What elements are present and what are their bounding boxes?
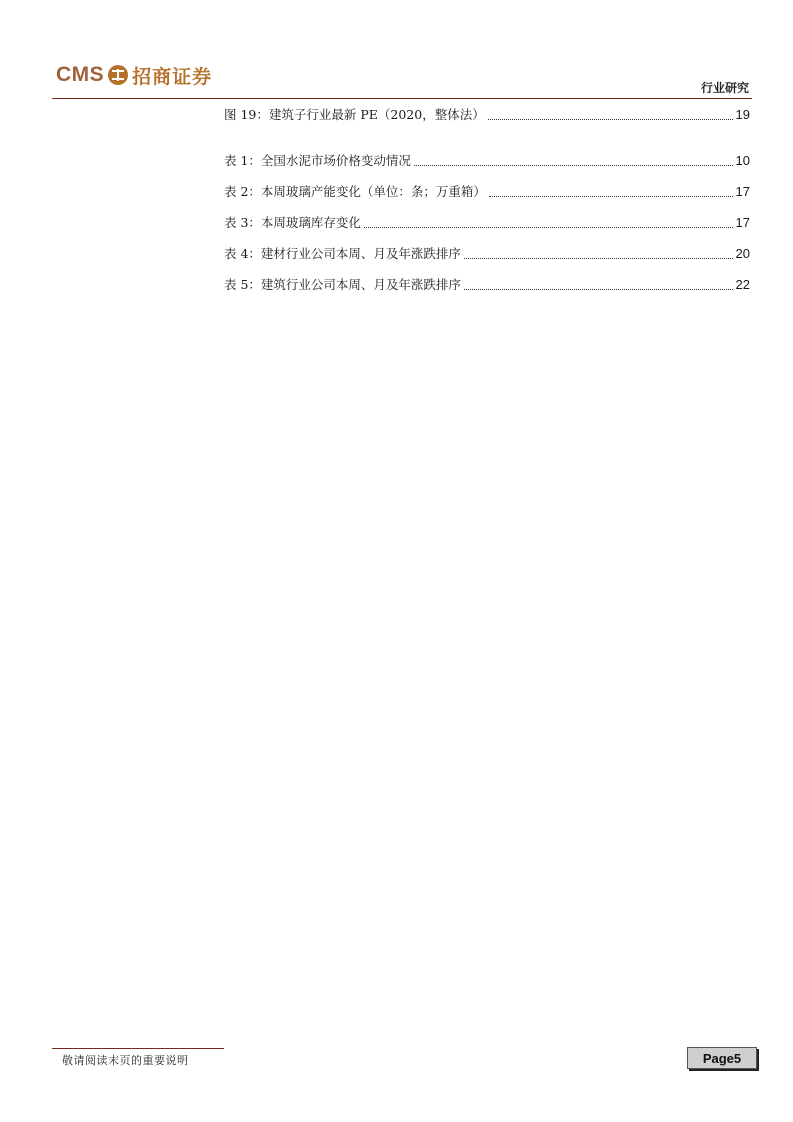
toc-entry-page: 17 — [735, 215, 750, 230]
company-logo — [56, 60, 212, 90]
header-divider — [52, 98, 752, 99]
footer-notice: 敬请阅读末页的重要说明 — [62, 1054, 189, 1067]
toc-dot-leader — [414, 165, 733, 166]
toc-entry[interactable] — [224, 152, 750, 170]
toc-entry[interactable] — [224, 245, 750, 263]
toc-dot-leader — [488, 119, 733, 120]
page-number-badge: Page5 — [687, 1047, 757, 1069]
table-of-contents — [224, 106, 750, 294]
toc-entry[interactable] — [224, 214, 750, 232]
toc-dot-leader — [489, 196, 733, 197]
toc-entry-label: 表 3：本周玻璃库存变化 — [224, 215, 361, 230]
toc-entry[interactable] — [224, 183, 750, 201]
toc-entry[interactable] — [224, 276, 750, 294]
toc-dot-leader — [464, 289, 733, 290]
toc-entry[interactable] — [224, 106, 750, 124]
toc-entry-page: 22 — [735, 277, 750, 292]
toc-entry-page: 20 — [735, 246, 750, 261]
toc-entry-label: 表 2：本周玻璃产能变化（单位：条；万重箱） — [224, 184, 486, 199]
footer-divider — [52, 1048, 224, 1049]
toc-entry-label: 图 19：建筑子行业最新 PE（2020，整体法） — [224, 107, 485, 122]
logo-text: CMS — [56, 63, 105, 86]
section-label: 行业研究 — [700, 81, 749, 95]
toc-entry-page: 19 — [735, 107, 750, 122]
toc-dot-leader — [464, 258, 733, 259]
toc-dot-leader — [364, 227, 733, 228]
toc-entry-label: 表 1：全国水泥市场价格变动情况 — [224, 153, 411, 168]
logo-chinese-name: 招商证券 — [132, 65, 213, 88]
toc-entry-label: 表 4：建材行业公司本周、月及年涨跌排序 — [224, 246, 461, 261]
toc-entry-page: 17 — [735, 184, 750, 199]
logo-emblem-icon — [108, 65, 128, 85]
toc-entry-label: 表 5：建筑行业公司本周、月及年涨跌排序 — [224, 277, 461, 292]
toc-entry-page: 10 — [735, 153, 750, 168]
